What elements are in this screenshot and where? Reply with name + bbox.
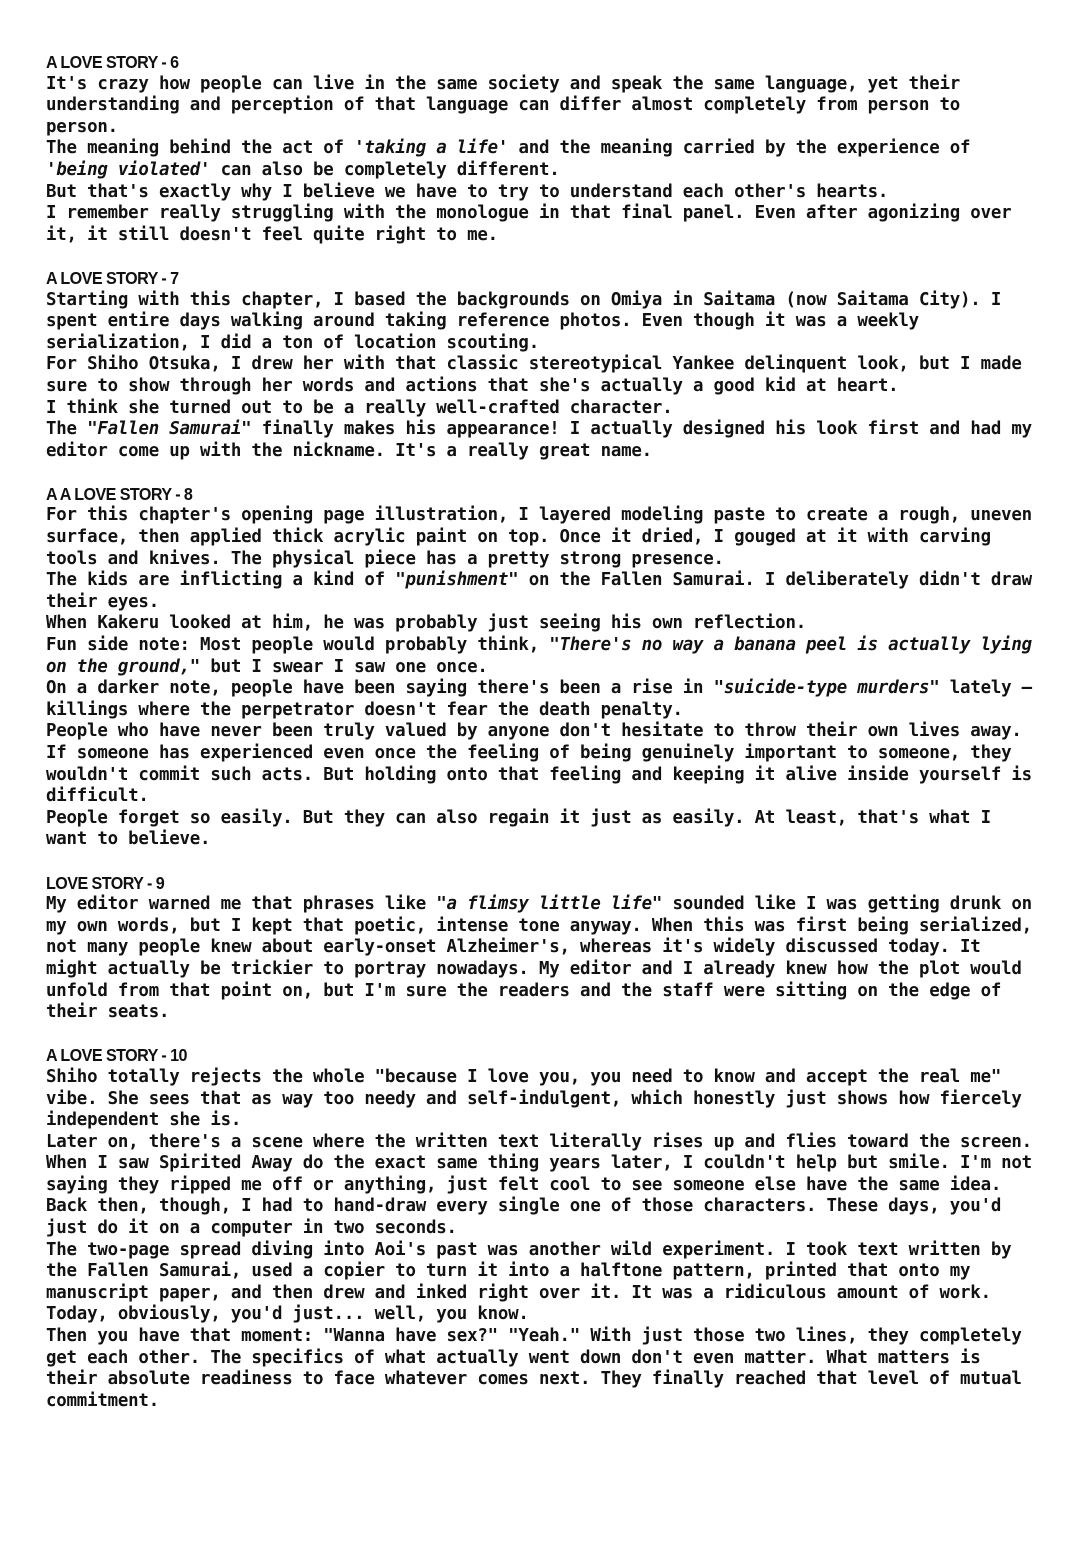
- text-run: Later on, there's a scene where the written text literally rises up and flies toward the screen. When I saw Spirited Away do the exact same thing years later, I couldn't help but smile. I'm not saying they ripped me off or anything, just felt cool to see someone else have the same idea. Back then, though, I had to hand-draw every single one of those characters. These days, you'd just do it on a computer in two seconds.: [46, 1131, 1032, 1239]
- chapter-heading: A LOVE STORY - 7: [46, 267, 179, 288]
- paragraph: [46, 354, 1036, 397]
- text-run: but I swear I saw one once.: [200, 656, 488, 677]
- text-run: The meaning behind the act of: [46, 138, 355, 159]
- chapter-heading: A LOVE STORY - 6: [46, 52, 179, 72]
- paragraph: [46, 1326, 1036, 1412]
- paragraph: [46, 894, 1036, 1024]
- text-run: on the Fallen Samurai. I deliberately didn't draw their eyes.: [46, 570, 1032, 612]
- text-run: For Shiho Otsuka, I drew her with that classic stereotypical Yankee delinquent look, but I made sure to show through her words and actions that she's actually a good kid at heart.: [46, 354, 1022, 396]
- paragraph: [46, 1067, 1036, 1132]
- text-run: The: [46, 419, 88, 440]
- text-run: The kids are inflicting a kind of: [46, 570, 396, 591]
- paragraph: [46, 721, 1036, 807]
- paragraph: [46, 1132, 1036, 1240]
- text-run: People who have never been truly valued by anyone don't hesitate to throw their own lives away. If someone has experienced even once the feeling of being genuinely important to someone, they wouldn't commit such acts. But holding onto that feeling and keeping it alive inside yourself is difficult.: [46, 721, 1032, 807]
- paragraph: [46, 290, 1036, 355]
- paragraph: [46, 398, 1036, 420]
- quoted-phrase: "There's no way a banana peel is actually lying on the ground,": [46, 635, 1032, 677]
- text-run: It's crazy how people can live in the same society and speak the same language, yet their understanding and perception of that language can differ almost completely from person to person.: [46, 73, 961, 137]
- text-run: But that's exactly why I believe we have to try to understand each other's hearts.: [46, 181, 889, 202]
- chapter-heading: LOVE STORY - 9: [46, 872, 165, 893]
- afterword-page: [46, 52, 1036, 1412]
- paragraph: [46, 808, 1036, 851]
- chapter-section: [46, 268, 1036, 462]
- chapter-section: [46, 52, 1036, 246]
- text-run: People forget so easily. But they can also regain it just as easily. At least, that's what I want to believe.: [46, 807, 991, 850]
- text-run: Shiho totally rejects the whole "because I love you, you need to know and accept the real me" vibe. She sees that as way too needy and self-indulgent, which honestly just shows how fiercely independent she is.: [46, 1066, 1022, 1131]
- chapter-section: [46, 484, 1036, 851]
- text-run: When Kakeru looked at him, he was probably just seeing his own reflection.: [46, 613, 806, 634]
- paragraph: [46, 613, 1036, 635]
- paragraph: [46, 182, 1036, 204]
- quoted-phrase: 'being violated': [46, 159, 211, 180]
- text-run: Then you have that moment: "Wanna have sex?" "Yeah." With just those two lines, they completely get each other. The specifics of what actually went down don't even matter. What matters is their absolute readiness to face whatever comes next. They finally reached that level of mutual commitment.: [46, 1326, 1022, 1411]
- text-run: My editor warned me that phrases like: [46, 894, 437, 915]
- paragraph: [46, 1240, 1036, 1326]
- text-run: finally makes his appearance! I actually designed his look first and had my editor come up with the nickname. It's a really great name.: [46, 419, 1032, 461]
- text-run: lately — killings where the perpetrator doesn't fear the death penalty.: [46, 678, 1032, 720]
- text-run: and the meaning carried by the experience of: [508, 138, 971, 159]
- quoted-phrase: 'taking a life': [354, 138, 509, 159]
- text-run: For this chapter's opening page illustration, I layered modeling paste to create a rough, uneven surface, then applied thick acrylic paint on top. Once it dried, I gouged at it with carving tools and knives. The physical piece has a pretty strong presence.: [46, 505, 1032, 569]
- paragraph: [46, 570, 1036, 613]
- paragraph: [46, 74, 1036, 139]
- quoted-phrase: "Fallen Samurai": [87, 419, 252, 440]
- chapter-heading: A A LOVE STORY - 8: [46, 483, 193, 504]
- paragraph: [46, 203, 1036, 246]
- chapter-heading: A LOVE STORY - 10: [46, 1045, 187, 1066]
- paragraph: [46, 505, 1036, 570]
- quoted-phrase: "a flimsy little life": [436, 894, 663, 915]
- text-run: The two-page spread diving into Aoi's past was another wild experiment. I took text written by the Fallen Samurai, used a copier to turn it into a halftone pattern, printed that onto my manuscript paper, and then drew and inked right over it. It was a ridiculous amount of work. Today, obviously, you'd just... well, you know.: [46, 1239, 1012, 1325]
- quoted-phrase: "punishment": [395, 570, 519, 591]
- chapter-section: [46, 873, 1036, 1024]
- text-run: sounded like I was getting drunk on my own words, but I kept that poetic, intense tone anyway. When this was first being serialized, not many people knew about early-onset Alzheimer's, whereas it's widely discussed today. It might actually be trickier to portray nowadays. My editor and I already knew how the plot would unfold from that point on, but I'm sure the readers and the staff were sitting on the edge of their seats.: [46, 894, 1032, 1023]
- paragraph: [46, 635, 1036, 678]
- paragraph: [46, 678, 1036, 721]
- quoted-phrase: "suicide-type murders": [713, 678, 940, 699]
- text-run: Fun side note: Most people would probably think,: [46, 635, 550, 656]
- paragraph: [46, 138, 1036, 181]
- text-run: Starting with this chapter, I based the backgrounds on Omiya in Saitama (now Saitama City). I spent entire days walking around taking reference photos. Even though it was a weekly serialization, I did a ton of location scouting.: [46, 289, 1002, 353]
- text-run: I think she turned out to be a really well-crafted character.: [46, 397, 673, 418]
- text-run: On a darker note, people have been saying there's been a rise in: [46, 678, 714, 699]
- text-run: I remember really struggling with the monologue in that final panel. Even after agonizing over it, it still doesn't feel quite right to me.: [46, 203, 1012, 245]
- text-run: can also be completely different.: [210, 159, 560, 180]
- paragraph: [46, 419, 1036, 462]
- chapter-section: [46, 1045, 1036, 1412]
